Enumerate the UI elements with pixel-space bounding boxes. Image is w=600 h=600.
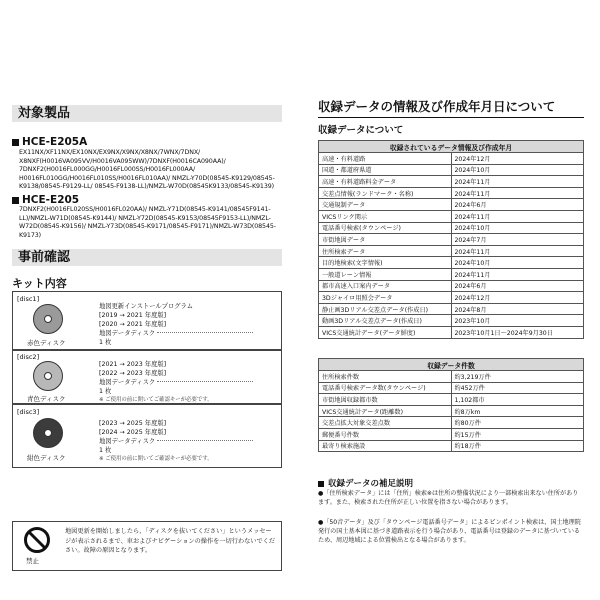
table-cell-label: 交通規制データ bbox=[319, 199, 452, 211]
target-products-heading: 対象製品 bbox=[12, 105, 282, 122]
model-name-1 bbox=[12, 136, 87, 148]
square-bullet-icon bbox=[318, 481, 324, 487]
prohibited-label: 禁止 bbox=[26, 557, 39, 565]
table-row bbox=[319, 245, 584, 257]
model-name-2-text: HCE-E205 bbox=[22, 194, 80, 206]
table-cell-value: 約8万km bbox=[451, 405, 584, 417]
disc-caption: 赤色ディスク bbox=[27, 339, 66, 347]
disc-label: [disc1] bbox=[17, 295, 40, 303]
disc-line: [2019 → 2021 年度版] bbox=[99, 312, 167, 319]
table-row bbox=[319, 199, 584, 211]
table-cell-label: 市街地図データ bbox=[319, 234, 452, 246]
table-cell-label: 電話番号検索(タウンページ) bbox=[319, 222, 452, 234]
model-name-2 bbox=[12, 194, 79, 206]
table-cell-value: 2024年11月 bbox=[451, 176, 584, 188]
table-cell-label: 都市高速入口案内データ bbox=[319, 280, 452, 292]
table-cell-label: 3Dジャイロ用照会データ bbox=[319, 292, 452, 304]
table-cell-value: 約18万件 bbox=[451, 440, 584, 452]
table-cell-value: 2024年8月 bbox=[451, 303, 584, 315]
table-cell-label: 静止画3Dリアル交差点データ(作成日) bbox=[319, 303, 452, 315]
table-cell-label: 最寄り検索施設 bbox=[319, 440, 452, 452]
disc-blue-icon bbox=[33, 361, 63, 391]
table-cell-label: VICS交通統計データ(データ鮮度) bbox=[319, 326, 452, 338]
table-row bbox=[319, 268, 584, 280]
table-cell-value: 2024年11月 bbox=[451, 268, 584, 280]
disc-contents bbox=[99, 302, 259, 347]
disc-count: 1 枚 bbox=[99, 388, 112, 395]
disc-line: [2024 → 2025 年度版] bbox=[99, 429, 167, 436]
disc-line: [2023 → 2025 年度版] bbox=[99, 420, 167, 427]
disc-contents bbox=[99, 360, 259, 405]
supplement-heading bbox=[318, 477, 413, 489]
table-row bbox=[319, 257, 584, 269]
data-count-table bbox=[318, 358, 584, 452]
table-cell-label: 国道・都道府県道 bbox=[319, 164, 452, 176]
table-cell-value: 2024年10月 bbox=[451, 164, 584, 176]
compat-list-2: 7DNXF2(H0016FL020SS/H0016FL020AA)/ NMZL-Y71D(08545-K9141/08545F9141-LL)/NMZL-W71D(08545-K9144)/ NMZL-Y72D(08545-K9153/08545F9153-LL)/NMZL-W72D(08545-K9156)/ NMZL-Y73D(08545-K9171/08545-F9171)/NMZL-W73D(08545-K9173) bbox=[19, 206, 276, 239]
title-divider bbox=[318, 117, 584, 118]
table-cell-label: VICS交通統計データ(距離数) bbox=[319, 405, 452, 417]
table-cell-value: 2024年11月 bbox=[451, 245, 584, 257]
table-row bbox=[319, 371, 584, 383]
table-cell-label: 市街地図収録都市数 bbox=[319, 394, 452, 406]
disc-label: [disc3] bbox=[17, 408, 40, 416]
data-info-table-body bbox=[319, 153, 584, 339]
table-row bbox=[319, 428, 584, 440]
table-cell-value: 約452万件 bbox=[451, 382, 584, 394]
table-row bbox=[319, 176, 584, 188]
table-cell-label: 一般道レーン情報 bbox=[319, 268, 452, 280]
disc-count: 1 枚 bbox=[99, 339, 112, 346]
table-row bbox=[319, 303, 584, 315]
table-row bbox=[319, 153, 584, 165]
disc-box-3 bbox=[12, 404, 282, 468]
table-cell-label: 交差点拡大対象交差点数 bbox=[319, 417, 452, 429]
table-cell-label: 高速・有料道路 bbox=[319, 153, 452, 165]
table-row bbox=[319, 292, 584, 304]
table-row bbox=[319, 222, 584, 234]
disc-line: [2020 → 2021 年度版] bbox=[99, 321, 167, 328]
table-cell-value: 2024年6月 bbox=[451, 199, 584, 211]
table-row bbox=[319, 417, 584, 429]
table-cell-label: 郵便番号件数 bbox=[319, 428, 452, 440]
page-title: 収録データの情報及び作成年月日について bbox=[318, 99, 556, 114]
kit-contents-heading: キット内容 bbox=[12, 277, 67, 290]
table-cell-value: 約3,219万件 bbox=[451, 371, 584, 383]
table-row bbox=[319, 405, 584, 417]
data-info-table-header: 収録されているデータ情報及び作成年月 bbox=[319, 141, 584, 153]
table-cell-value: 約15万件 bbox=[451, 428, 584, 440]
table-cell-value: 2024年11月 bbox=[451, 187, 584, 199]
table-cell-value: 2024年10月 bbox=[451, 257, 584, 269]
section-subtitle: 収録データについて bbox=[318, 125, 404, 136]
table-cell-label: 交差点情報(ランドマーク・名称) bbox=[319, 187, 452, 199]
table-cell-label: 住所検索件数 bbox=[319, 371, 452, 383]
data-count-table-body bbox=[319, 371, 584, 452]
table-cell-value: 2023年10月 bbox=[451, 315, 584, 327]
disc-data-row: 地図データディスク 1 枚 bbox=[99, 378, 259, 396]
disc-line: [2022 → 2023 年度版] bbox=[99, 370, 167, 377]
disc-box-2 bbox=[12, 349, 282, 404]
table-cell-value: 1,102都市 bbox=[451, 394, 584, 406]
table-cell-label: 住所検索データ bbox=[319, 245, 452, 257]
table-cell-label: 目的地検索(文字情報) bbox=[319, 257, 452, 269]
table-row bbox=[319, 382, 584, 394]
table-cell-value: 2024年6月 bbox=[451, 280, 584, 292]
square-bullet-icon bbox=[12, 139, 19, 146]
table-row bbox=[319, 280, 584, 292]
table-cell-value: 2024年12月 bbox=[451, 153, 584, 165]
table-row bbox=[319, 210, 584, 222]
disc-caption: 青色ディスク bbox=[27, 395, 66, 403]
prohibited-icon bbox=[23, 526, 51, 554]
table-row bbox=[319, 315, 584, 327]
square-bullet-icon bbox=[12, 197, 19, 204]
disc-red-icon bbox=[33, 304, 63, 334]
data-info-table bbox=[318, 140, 584, 339]
table-cell-value: 2023年10月1日～2024年9月30日 bbox=[451, 326, 584, 338]
table-row bbox=[319, 234, 584, 246]
table-row bbox=[319, 326, 584, 338]
table-row bbox=[319, 164, 584, 176]
table-cell-label: 動画3Dリアル交差点データ(作成日) bbox=[319, 315, 452, 327]
table-row bbox=[319, 394, 584, 406]
compat-list-1: EX11NX/XF11NX/EX10NX/EX9NX/X9NX/X8NX/7WNX/7DNX/ X8NXF(H0016VA095VV/H0016VA095WW)/7DNXF(H0016CA090AA)/ 7DNXF2(H0016FL000GG/H0016FL000SS/H0016FL000AA/ H0016FL010GG/H0016FL010SS/H0016FL010AA)/ NMZL-Y70D(08545-K9129/08545-K9138/08545-F9129-LL/ 08545-F9138-LL)/NMZL-W70D(08545K9133/08545-K9139) bbox=[19, 149, 275, 191]
table-cell-value: 2024年11月 bbox=[451, 210, 584, 222]
disc-data-row: 地図データディスク 1 枚 bbox=[99, 329, 259, 347]
disc-box-1 bbox=[12, 291, 282, 351]
table-cell-value: 2024年10月 bbox=[451, 222, 584, 234]
table-cell-label: VICSリンク関示 bbox=[319, 210, 452, 222]
table-cell-value: 2024年7月 bbox=[451, 234, 584, 246]
disc-data-row: 地図データディスク 1 枚 bbox=[99, 437, 259, 455]
precheck-heading: 事前確認 bbox=[12, 249, 282, 266]
table-cell-value: 約80万件 bbox=[451, 417, 584, 429]
disc-contents bbox=[99, 419, 259, 464]
data-count-table-header: 収録データ件数 bbox=[319, 359, 584, 371]
disc-note: ※ ご使用の前に開いてご確認キーが必要です。 bbox=[99, 397, 213, 403]
table-row bbox=[319, 440, 584, 452]
disc-line: 地図更新インストールプログラム bbox=[99, 303, 194, 310]
disc-count: 1 枚 bbox=[99, 447, 112, 454]
disc-note: ※ ご使用の前に開いてご確認キーが必要です。 bbox=[99, 456, 213, 462]
disc-navy-icon bbox=[33, 418, 63, 448]
supplement-bullet-2: ●「50音データ」及び「タウンページ電話番号データ」によるピンポイント検索は、国土地理院発行の国土基本図に基づき道路表示を行う場合があり、電話番号は登録のデータに基づいているため、周辺地域による位置検出となる場合があります。 bbox=[318, 519, 581, 544]
table-cell-label: 高速・有料道路料金データ bbox=[319, 176, 452, 188]
supplement-bullet-1: ●「住所検索データ」には「住所」検索※は住所の整備状況により一部検索出来ない住所があります。また、検索された住所が正しい位置を指さない場合があります。 bbox=[318, 490, 579, 506]
model-name-1-text: HCE-E205A bbox=[22, 136, 88, 148]
disc-caption: 紺色ディスク bbox=[27, 454, 66, 462]
supplement-heading-text: 収録データの補足説明 bbox=[328, 479, 414, 489]
warning-text: 地図更新を開始しましたら、「ディスクを抜いてください」というメッセージが表示されるまで、車およびナビゲーションの操作を一切行わないでください。故障の原因となります。 bbox=[65, 528, 276, 554]
disc-line: [2021 → 2023 年度版] bbox=[99, 361, 167, 368]
table-cell-label: 電話番号検索データ数(タウンページ) bbox=[319, 382, 452, 394]
warning-box bbox=[12, 521, 282, 571]
disc-label: [disc2] bbox=[17, 353, 40, 361]
table-cell-value: 2024年12月 bbox=[451, 292, 584, 304]
table-row bbox=[319, 187, 584, 199]
